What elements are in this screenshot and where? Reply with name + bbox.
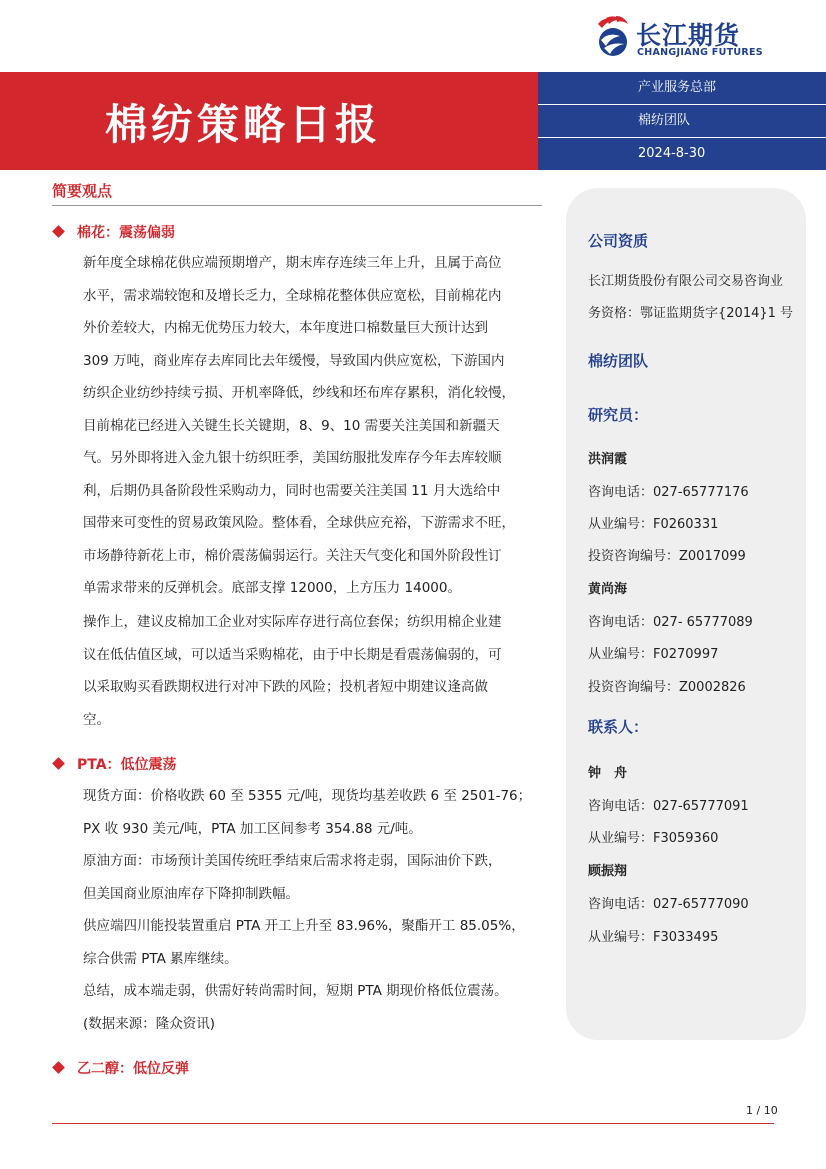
meg-heading — [54, 1058, 189, 1078]
company-logo — [592, 12, 772, 62]
text-line: 操作上，建议皮棉加工企业对实际库存进行高位套保；纺织用棉企业建 — [83, 614, 502, 630]
diamond-bullet-icon — [52, 225, 65, 238]
department-row — [538, 72, 826, 105]
team-row — [538, 105, 826, 138]
pta-heading-text: PTA：低位震荡 — [77, 757, 177, 773]
text-line: PX 收 930 美元/吨，PTA 加工区间参考 354.88 元/吨。 — [83, 820, 422, 837]
section-divider — [52, 205, 542, 206]
contact-license: 从业编号：F3033495 — [588, 930, 719, 945]
pta-paragraph-spot — [83, 780, 531, 845]
pta-paragraph-summary — [83, 975, 531, 1040]
text-line: 利，后期仍具备阶段性采购动力，同时也需要关注美国 11 月大选给中 — [83, 482, 501, 499]
cotton-paragraph-2 — [83, 606, 531, 736]
researcher-license: 从业编号：F0270997 — [588, 647, 719, 662]
text-line: 新年度全球棉花供应端预期增产，期末库存连续三年上升，且属于高位 — [83, 255, 502, 271]
researcher-advisory: 投资咨询编号：Z0002826 — [588, 680, 746, 695]
text-line: 以采取购买看跌期权进行对冲下跌的风险；投机者短中期建议逢高做 — [83, 679, 488, 695]
text-line: 总结，成本端走弱，供需好转尚需时间，短期 PTA 期现价格低位震荡。 — [83, 983, 508, 999]
text-line: 单需求带来的反弹机会。底部支撑 12000，上方压力 14000。 — [83, 580, 461, 596]
meg-heading-text: 乙二醇：低位反弹 — [77, 1061, 189, 1077]
section-title-summary: 简要观点 — [52, 182, 113, 200]
text-line: 水平，需求端较饱和及增长乏力，全球棉花整体供应宽松，目前棉花内 — [83, 287, 502, 304]
date-row — [538, 138, 826, 170]
report-date: 2024-8-30 — [638, 146, 706, 161]
logo-chinese-name: 长江期货 — [636, 21, 741, 50]
text-line: 气。另外即将进入金九银十纺织旺季，美国纺服批发库存今年去库较顺 — [83, 450, 502, 466]
researchers-title: 研究员： — [588, 406, 649, 424]
changjiang-logo-icon — [592, 14, 634, 58]
researcher-advisory: 投资咨询编号：Z0017099 — [588, 549, 746, 564]
text-line: 市场静待新花上市，棉价震荡偏弱运行。关注天气变化和国外阶段性订 — [83, 547, 502, 564]
text-line: 但美国商业原油库存下降抑制跌幅。 — [83, 885, 299, 902]
text-line: 供应端四川能投装置重启 PTA 开工上升至 83.96%，聚酯开工 85.05%， — [83, 918, 525, 934]
text-line: 议在低估值区域，可以适当采购棉花，由于中长期是看震荡偏弱的，可 — [83, 646, 502, 663]
contact-phone: 咨询电话：027-65777090 — [588, 897, 749, 912]
cotton-heading — [54, 222, 175, 242]
qualification-title: 公司资质 — [588, 232, 649, 250]
qualification-line: 务资格：鄂证监期货字{2014}1 号 — [588, 306, 794, 321]
text-line: 309 万吨，商业库存去库同比去年缓慢，导致国内供应宽松，下游国内 — [83, 352, 505, 369]
researcher-phone: 咨询电话：027-65777176 — [588, 485, 749, 500]
text-line: 纺织企业纺纱持续亏损、开机率降低，纱线和坯布库存累积，消化较慢， — [83, 385, 515, 401]
report-title: 棉纺策略日报 — [105, 100, 382, 149]
pta-paragraph-supply — [83, 910, 531, 975]
team-label: 棉纺团队 — [638, 113, 691, 128]
title-banner — [0, 72, 538, 170]
text-line: 国带来可变性的贸易政策风险。整体看，全球供应充裕，下游需求不旺， — [83, 515, 515, 531]
pta-heading — [54, 754, 177, 774]
text-line: 外价差较大，内棉无优势压力较大，本年度进口棉数量巨大预计达到 — [83, 320, 488, 336]
text-line: 原油方面：市场预计美国传统旺季结束后需求将走弱，国际油价下跌， — [83, 853, 502, 869]
report-meta-panel — [538, 72, 826, 170]
contact-name: 钟 舟 — [588, 766, 628, 781]
diamond-bullet-icon — [52, 757, 65, 770]
researcher-name: 黄尚海 — [588, 582, 628, 597]
researcher-license: 从业编号：F0260331 — [588, 517, 719, 532]
contact-name: 顾振翔 — [588, 864, 628, 879]
team-title: 棉纺团队 — [588, 352, 649, 370]
cotton-paragraph-1 — [83, 247, 531, 605]
qualification-line: 长江期货股份有限公司交易咨询业 — [588, 274, 784, 289]
contact-license: 从业编号：F3059360 — [588, 831, 719, 846]
text-line: (数据来源：隆众资讯) — [83, 1015, 216, 1032]
contacts-title: 联系人： — [588, 718, 649, 736]
text-line: 空。 — [83, 711, 110, 728]
pta-paragraph-crude — [83, 845, 531, 910]
cotton-heading-text: 棉花：震荡偏弱 — [77, 225, 175, 241]
researcher-name: 洪润霞 — [588, 452, 628, 467]
text-line: 目前棉花已经进入关键生长关键期，8、9、10 需要关注美国和新疆天 — [83, 417, 500, 434]
page-number: 1 / 10 — [746, 1104, 778, 1117]
text-line: 现货方面：价格收跌 60 至 5355 元/吨，现货均基差收跌 6 至 2501-76； — [83, 788, 532, 804]
sidebar-panel — [566, 188, 806, 1040]
diamond-bullet-icon — [52, 1061, 65, 1074]
contact-phone: 咨询电话：027-65777091 — [588, 799, 749, 814]
department-label: 产业服务总部 — [638, 80, 717, 95]
researcher-phone: 咨询电话：027- 65777089 — [588, 615, 753, 630]
text-line: 综合供需 PTA 累库继续。 — [83, 950, 238, 967]
footer-divider — [52, 1123, 774, 1124]
logo-english-name: CHANGJIANG FUTURES — [637, 47, 763, 58]
